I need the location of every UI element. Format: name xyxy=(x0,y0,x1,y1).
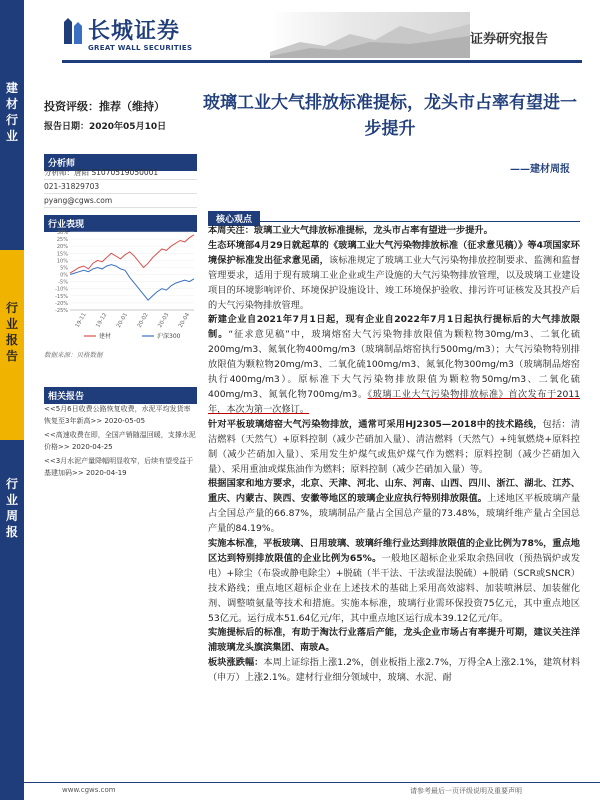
x-tick-label: 20-03 xyxy=(157,312,171,329)
sidebar-label-weekly: 行业周报 xyxy=(5,477,18,539)
y-tick-label: 25% xyxy=(56,237,68,244)
report-type-label: 证券研究报告 xyxy=(470,32,549,47)
x-tick-label: 19-11 xyxy=(74,312,88,329)
paragraph xyxy=(208,313,580,417)
analyst-phone: 021-31829703 xyxy=(44,180,197,194)
paragraph xyxy=(208,224,580,239)
footer-divider xyxy=(24,782,600,783)
great-wall-logo-icon xyxy=(62,16,84,46)
x-tick-label: 19-12 xyxy=(95,312,109,329)
x-tick-label: 20-01 xyxy=(115,312,130,329)
paragraph-lead: 实施提标后的标准，有助于淘汰行业落后产能，龙头企业市场占有率提升可期，建议关注洋浦玻璃龙头旗滨集团、南玻A。 xyxy=(208,627,580,654)
paragraph-text: 一般地区超标企业采取余热回收（预热锅炉或发电）+除尘（布袋或静电除尘）+脱硫（半干法、干法或湿法脱硫）+脱硝（SCR或SNCR）技术路线；重点地区超标企业在上述技术的基础上采用高效滤料、加装喷淋层、加装催化剂、调整喷氨量等技术和措施。实施本标准，玻璃行业需环保投资75亿元，其中重点地区53亿元。运行成本51.64亿元/年，其中重点地区运行成本39.12亿元/年。 xyxy=(208,552,581,624)
sidebar-label-industry: 建材行业 xyxy=(5,81,18,143)
data-source-note: 数据来源：贝格数据 xyxy=(44,351,103,359)
paragraph-text: 上述地区平板玻璃产量占全国总产量的66.87%，玻璃制品产量占全国总产量的73.48%，玻璃纤维产量占全国总产量的84.19%。 xyxy=(208,493,581,535)
report-body xyxy=(208,224,580,686)
paragraph-lead: 本周关注：玻璃工业大气排放标准提标，龙头市占率有望进一步提升。 xyxy=(208,225,493,236)
paragraph-text: 本周上证综指上涨1.2%，创业板指上涨2.7%，万得全A上涨2.1%，建筑材料（申万）上涨2.1%。建材行业细分领域中，玻璃、水泥、耐 xyxy=(208,657,581,684)
y-tick-label: -5% xyxy=(58,279,68,286)
related-reports-list xyxy=(44,403,197,481)
analyst-name: 分析师：唐阳 S1070519050001 xyxy=(44,166,197,180)
logo-text-en: GREAT WALL SECURITIES xyxy=(88,44,193,52)
paragraph-lead: 根据国家和地方要求，北京、天津、河北、山东、河南、山西、四川、浙江、湖北、江苏、重庆、内蒙古、陕西、安徽等地区的玻璃企业应执行特别排放限值。 xyxy=(208,478,580,505)
paragraph-lead: 实施本标准，平板玻璃、日用玻璃、玻璃纤维行业达到排放限值的企业比例为78%，重点地区达到特别排放限值的企业比例为65%。 xyxy=(208,538,580,564)
y-tick-label: 30% xyxy=(56,230,68,236)
related-report-item[interactable]: <<高速收费在即，全国产销随温回暖，支撑水泥价格>> 2020-04-25 xyxy=(44,431,196,451)
paragraph-text: “征求意见稿”中，玻璃熔窑大气污染物排放限值为颗粒物30mg/m3、二氧化硫200mg/m3、氮氧化物400mg/m3（玻璃制品熔窑执行500mg/m3）；大气污染物特别排放限值为颗粒物20mg/m3、二氧化硫100mg/m3、氮氧化物300mg/m3（玻璃制品熔窑执行400mg/m3）。原标准下大气污染物排放限值为颗粒物50mg/m3、二氧化硫400mg/m3、氮氧化物700mg/m3。 xyxy=(208,329,581,400)
related-report-item[interactable]: <<5月6日收费公路恢复收费，水泥平均发货率恢复至3年新高>> 2020-05-05 xyxy=(44,405,191,425)
paragraph-lead: 新建企业自2021年7月1日起，现有企业自2022年7月1日起执行提标后的大气排放限制。 xyxy=(208,314,580,341)
y-tick-label: -10% xyxy=(55,286,68,293)
paragraph xyxy=(208,626,580,656)
paragraph-text: 包括：清洁燃料（天然气）+原料控制（减少芒硝加入量）、清洁燃料（天然气）+纯氧燃烧+原料控制（减少芒硝加入量）、采用发生炉煤气或焦炉煤气作为燃料；原料控制（减少芒硝加入量）、采用重油或煤焦油作为燃料；原料控制（减少芒硝加入量）等。 xyxy=(208,418,581,475)
x-tick-label: 20-02 xyxy=(136,312,150,329)
paragraph-lead: 板块涨跌幅： xyxy=(208,657,264,669)
paragraph-lead: 生态环境部4月29日就起草的《玻璃工业大气污染物排放标准（征求意见稿）》等4项国家环境保护标准发出征求意见函， xyxy=(208,239,580,266)
core-view-label: 核心观点 xyxy=(208,211,260,226)
core-view-heading xyxy=(208,207,580,225)
x-tick-label: 20-04 xyxy=(177,312,192,329)
report-date: 报告日期：2020年05月10日 xyxy=(44,122,167,132)
related-reports-title: 相关报告 xyxy=(44,387,197,404)
report-subtitle: ——建材周报 xyxy=(510,164,570,175)
y-tick-label: -25% xyxy=(55,308,68,314)
y-tick-label: -20% xyxy=(55,300,68,307)
trend-section-title: 行业表现 xyxy=(44,215,197,232)
paragraph xyxy=(208,239,580,314)
logo-text-cn: 长城证券 xyxy=(88,19,181,44)
analyst-section-title: 分析师 xyxy=(44,154,197,171)
y-tick-label: 0% xyxy=(60,272,68,279)
industry-trend-chart xyxy=(44,228,197,343)
report-title: 玻璃工业大气排放标准提标，龙头市占率有望进一步提升 xyxy=(203,93,577,139)
footer-disclaimer-note: 请参考最后一页评级说明及重要声明 xyxy=(410,787,522,795)
y-tick-label: -15% xyxy=(55,293,68,300)
y-tick-label: 10% xyxy=(56,258,68,265)
legend-label: 建材 xyxy=(99,333,112,340)
company-logo xyxy=(62,12,272,56)
footer-url[interactable]: www.cgws.com xyxy=(62,786,116,794)
y-tick-label: 5% xyxy=(60,265,68,272)
great-wall-banner-image xyxy=(270,12,470,58)
paragraph-text: 该标准规定了玻璃工业大气污染物排放控制要求、监测和监督管理要求，适用于现有玻璃工业企业或生产设施的大气污染物排放管理，以及玻璃工业建设项目的环境影响评价、环境保护设施设计、竣工环境保护验收、排污许可证核发及其投产后的大气污染物排放管理。 xyxy=(208,254,580,311)
y-tick-label: 15% xyxy=(56,251,68,258)
paragraph xyxy=(208,418,580,478)
investment-rating: 投资评级：推荐（维持） xyxy=(44,100,165,113)
paragraph-highlight: 《玻璃工业大气污染物排放标准》首次发布于2011年，本次为第一次修订。 xyxy=(208,388,581,415)
paragraph xyxy=(208,537,580,626)
series-line xyxy=(70,265,194,301)
paragraph-lead: 针对平板玻璃熔窑大气污染物排放，通常可采用HJ2305—2018中的技术路线， xyxy=(208,418,543,430)
header-divider xyxy=(62,60,582,63)
analyst-info xyxy=(44,166,197,208)
y-tick-label: 20% xyxy=(56,244,68,251)
legend-label: 沪深300 xyxy=(157,333,181,340)
related-report-item[interactable]: <<3月水泥产量降幅明显收窄，后续有望受益于基建加码>> 2020-04-19 xyxy=(44,457,194,477)
analyst-email[interactable]: pyang@cgws.com xyxy=(44,194,197,208)
sidebar-label-report: 行业报告 xyxy=(5,301,18,363)
paragraph xyxy=(208,656,580,686)
paragraph xyxy=(208,477,580,537)
